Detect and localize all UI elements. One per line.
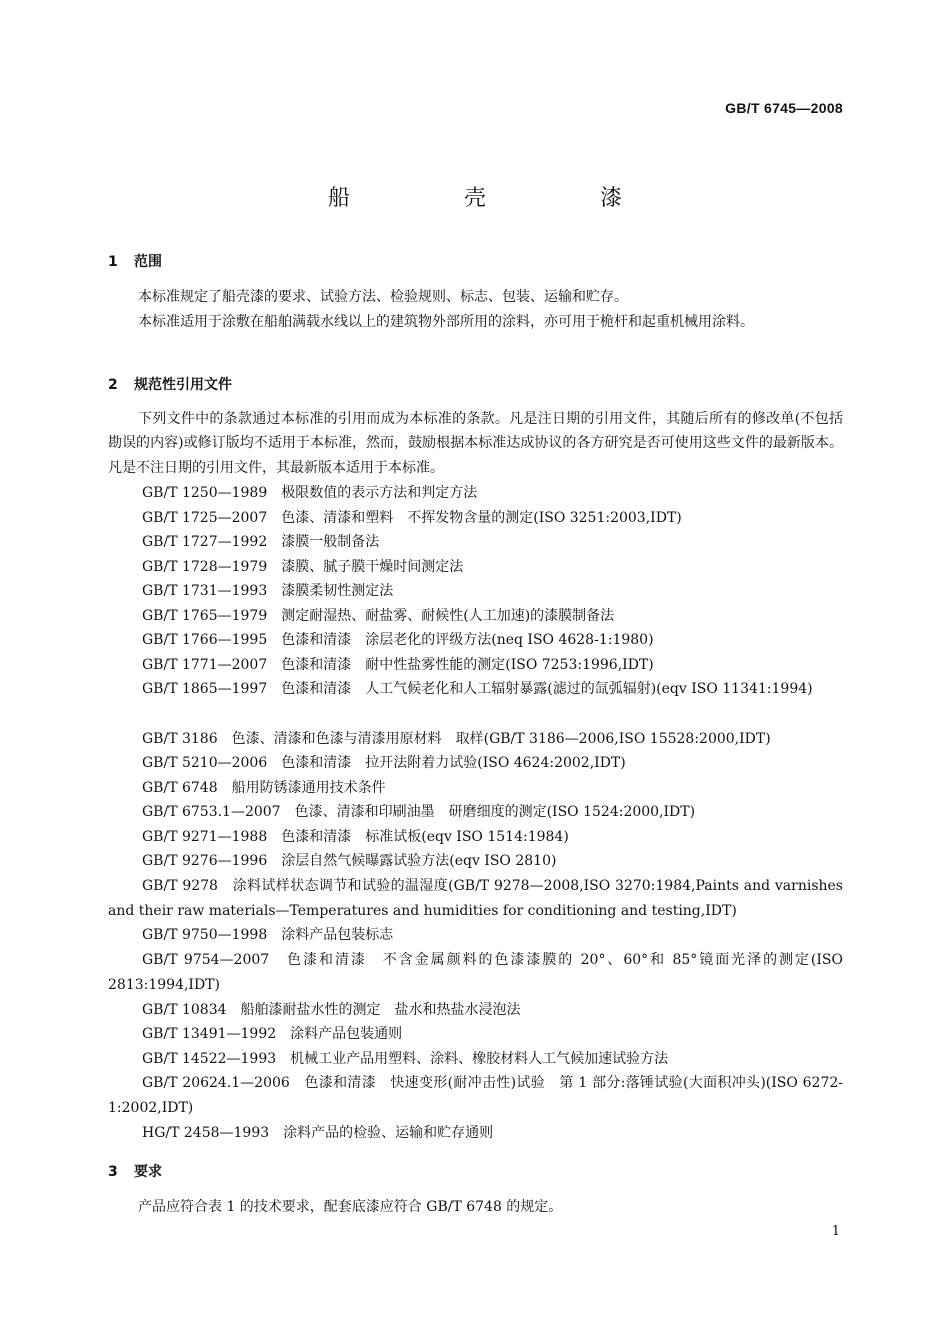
reference-item: GB/T 1771—2007 色漆和清漆 耐中性盐雾性能的测定(ISO 7253:1996,IDT) — [142, 657, 654, 673]
page-number: 1 — [831, 1224, 840, 1239]
section-title: 范围 — [134, 254, 162, 270]
reference-item: GB/T 9278 涂料试样状态调节和试验的温湿度(GB/T 9278—2008,ISO 3270:1984,Paints and varnishes and their raw materials—Temperatures and humidities for conditioning and testing,IDT) — [108, 878, 843, 919]
reference-item: GB/T 1725—2007 色漆、清漆和塑料 不挥发物含量的测定(ISO 3251:2003,IDT) — [142, 510, 682, 526]
section-number: 2 — [108, 377, 118, 393]
section-2-heading — [108, 374, 232, 394]
reference-item: HG/T 2458—1993 涂料产品的检验、运输和贮存通则 — [142, 1125, 494, 1141]
reference-item: GB/T 3186 色漆、清漆和色漆与清漆用原材料 取样(GB/T 3186—2006,ISO 15528:2000,IDT) — [142, 731, 771, 747]
section-number: 1 — [108, 254, 118, 270]
reference-item: GB/T 1728—1979 漆膜、腻子膜干燥时间测定法 — [142, 559, 464, 575]
reference-item: GB/T 6753.1—2007 色漆、清漆和印刷油墨 研磨细度的测定(ISO 1524:2000,IDT) — [142, 804, 696, 820]
section-title: 要求 — [134, 1164, 162, 1180]
reference-item: GB/T 9276—1996 涂层自然气候曝露试验方法(eqv ISO 2810) — [142, 853, 557, 869]
scope-paragraph-2: 本标准适用于涂敷在船舶满载水线以上的建筑物外部所用的涂料，亦可用于桅杆和起重机械用涂料。 — [138, 314, 754, 330]
reference-item: GB/T 1765—1979 测定耐湿热、耐盐雾、耐候性(人工加速)的漆膜制备法 — [142, 608, 615, 624]
standard-code: GB/T 6745—2008 — [725, 100, 843, 116]
reference-item: GB/T 1250—1989 极限数值的表示方法和判定方法 — [142, 485, 478, 501]
reference-item: GB/T 9750—1998 涂料产品包装标志 — [142, 927, 394, 943]
reference-item: GB/T 5210—2006 色漆和清漆 拉开法附着力试验(ISO 4624:2002,IDT) — [142, 755, 626, 771]
reference-item: GB/T 13491—1992 涂料产品包装通则 — [142, 1026, 403, 1042]
reference-item: GB/T 9271—1988 色漆和清漆 标准试板(eqv ISO 1514:1984) — [142, 829, 569, 845]
references-intro: 下列文件中的条款通过本标准的引用而成为本标准的条款。凡是注日期的引用文件，其随后所有的修改单(不包括勘误的内容)或修订版均不适用于本标准，然而，鼓励根据本标准达成协议的各方研究是否可使用这些文件的最新版本。凡是不注日期的引用文件，其最新版本适用于本标准。 — [108, 411, 843, 476]
reference-item: GB/T 6748 船用防锈漆通用技术条件 — [142, 780, 386, 796]
reference-item: GB/T 1865—1997 色漆和清漆 人工气候老化和人工辐射暴露(滤过的氙弧辐射)(eqv ISO 11341:1994) — [142, 681, 813, 697]
reference-item: GB/T 1731—1993 漆膜柔韧性测定法 — [142, 583, 394, 599]
reference-item: GB/T 14522—1993 机械工业产品用塑料、涂料、橡胶材料人工气候加速试验方法 — [142, 1051, 669, 1067]
reference-item: GB/T 1727—1992 漆膜一般制备法 — [142, 534, 380, 550]
reference-item: GB/T 10834 船舶漆耐盐水性的测定 盐水和热盐水浸泡法 — [142, 1002, 521, 1018]
scope-paragraph-1: 本标准规定了船壳漆的要求、试验方法、检验规则、标志、包装、运输和贮存。 — [138, 289, 628, 305]
section-3-heading — [108, 1161, 162, 1181]
section-title: 规范性引用文件 — [134, 377, 232, 393]
section-number: 3 — [108, 1164, 118, 1180]
reference-item: GB/T 9754—2007 色漆和清漆 不含金属颜料的色漆漆膜的 20°、60°和 85°镜面光泽的测定(ISO 2813:1994,IDT) — [108, 952, 843, 993]
reference-item: GB/T 20624.1—2006 色漆和清漆 快速变形(耐冲击性)试验 第 1 部分:落锤试验(大面积冲头)(ISO 6272-1:2002,IDT) — [108, 1075, 843, 1116]
section-1-heading — [108, 251, 162, 271]
reference-item: GB/T 1766—1995 色漆和清漆 涂层老化的评级方法(neq ISO 4628-1:1980) — [142, 632, 654, 648]
requirements-paragraph: 产品应符合表 1 的技术要求，配套底漆应符合 GB/T 6748 的规定。 — [138, 1199, 563, 1215]
page-title: 船 壳 漆 — [327, 186, 668, 211]
